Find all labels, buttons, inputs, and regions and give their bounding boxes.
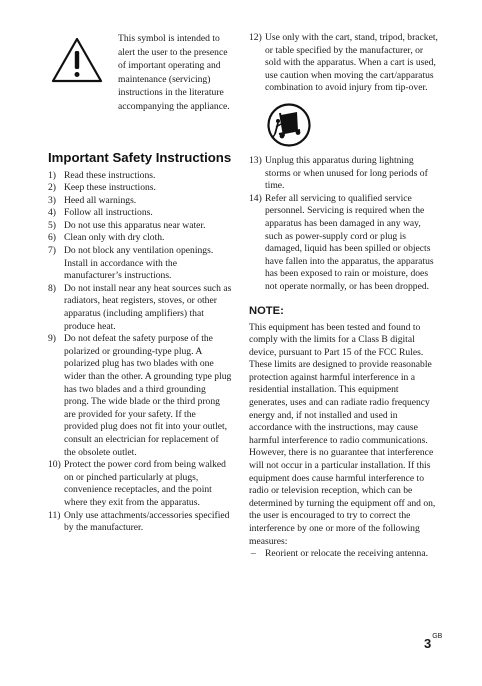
list-item-number: 9) — [48, 333, 56, 345]
list-item — [48, 195, 232, 208]
safety-instructions-list-continued — [249, 32, 439, 95]
list-item — [48, 170, 232, 183]
list-item-number: 2) — [48, 182, 56, 194]
list-item-text: Read these instructions. — [64, 169, 156, 181]
safety-instructions-list-end — [249, 155, 439, 294]
list-item — [48, 207, 232, 220]
list-item-number: 14) — [249, 192, 262, 204]
list-item — [48, 283, 232, 333]
list-item-number: 11) — [48, 509, 61, 521]
warning-notice — [48, 32, 232, 142]
fcc-note-text: This equipment has been tested and found to comply with the limits for a Class B digital device, pursuant to Part 15 of the FCC Rules. These limits are designed to provide reasonable protection against harmful interference in a residential installation. This equipment generates, uses and can radiate radio frequency energy and, if not installed and used in accordance with the instructions, may cause harmful interference to radio communications. However, there is no guarantee that interference will not occur in a particular installation. If this equipment does cause harmful interference to radio or television reception, which can be determined by turning the equipment off and on, the user is encouraged to try to correct the interference by one or more of the following measures: — [249, 321, 436, 547]
note-bullet-item — [249, 548, 439, 561]
list-item — [48, 232, 232, 245]
list-item-text: Refer all servicing to qualified service personnel. Servicing is required when the apparatus has been damaged in any way, such as power-supply cord or plug is damaged, liquid has been spilled or objects have fallen into the apparatus, the apparatus has been exposed to rain or moisture, does not operate normally, or has been dropped. — [265, 192, 434, 292]
list-item-text: Clean only with dry cloth. — [64, 232, 165, 244]
list-item — [48, 220, 232, 233]
section-heading-important-safety: Important Safety Instructions — [48, 150, 232, 165]
list-item — [48, 459, 232, 509]
list-item-text: Only use attachments/accessories specified by the manufacturer. — [64, 509, 230, 534]
list-item-text: Do not install near any heat sources such as radiators, heat registers, stoves, or other apparatus (including amplifiers) that produce heat. — [64, 282, 232, 332]
list-item-number: 3) — [48, 194, 56, 206]
list-item-number: 12) — [249, 32, 262, 43]
list-item-text: Do not block any ventilation openings. Install in accordance with the manufacturer’s instructions. — [64, 245, 214, 282]
list-item — [48, 333, 232, 459]
list-item-number: 13) — [249, 154, 262, 166]
list-item-number: 8) — [48, 282, 56, 294]
list-item-text: Follow all instructions. — [64, 207, 153, 219]
list-item-number: 1) — [48, 169, 56, 181]
list-item — [249, 193, 439, 294]
note-bullet-list — [249, 548, 439, 561]
list-item — [48, 182, 232, 195]
warning-text: This symbol is intended to alert the user to the presence of important operating and maintenance (servicing) instructions in the literature accompanying the appliance. — [118, 33, 230, 112]
list-item — [249, 32, 439, 95]
list-item-number: 4) — [48, 207, 56, 219]
list-item-text: Protect the power cord from being walked on or pinched particularly at plugs, convenience receptacles, and the point where they exit from the apparatus. — [64, 459, 226, 508]
cart-tip-over-icon — [267, 103, 311, 147]
list-item-number: 5) — [48, 219, 56, 231]
dash-marker: – — [251, 548, 256, 560]
list-item-text: Use only with the cart, stand, tripod, bracket, or table specified by the manufacturer, or sold with the apparatus. When a cart is used, use caution when moving the cart/apparatus combination to avoid injury from tip-over. — [265, 32, 438, 94]
safety-instructions-list — [48, 170, 232, 535]
list-item — [48, 510, 232, 535]
left-column — [48, 32, 232, 535]
list-item — [249, 155, 439, 193]
list-item — [48, 245, 232, 283]
list-item-text: Keep these instructions. — [64, 182, 156, 194]
list-item-text: Heed all warnings. — [64, 194, 137, 206]
list-item-text: Unplug this apparatus during lightning storms or when unused for long periods of time. — [265, 154, 428, 192]
list-item-number: 7) — [48, 245, 56, 257]
note-bullet-text: Reorient or relocate the receiving antenna. — [265, 548, 429, 560]
list-item-number: 10) — [48, 459, 61, 471]
warning-triangle-icon — [50, 36, 104, 84]
page-number-suffix: GB — [432, 632, 443, 640]
list-item-text: Do not defeat the safety purpose of the polarized or grounding-type plug. A polarized plug has two blades with one wider than the other. A grounding type plug has two blades and a third grounding prong. The wide blade or the third prong are provided for your safety. If the provided plug does not fit into your outlet, consult an electrician for replacement of the obsolete outlet. — [64, 333, 232, 458]
right-column — [249, 32, 439, 561]
page-number — [424, 632, 443, 651]
list-item-number: 6) — [48, 232, 56, 244]
page-number-value: 3 — [424, 636, 432, 651]
list-item-text: Do not use this apparatus near water. — [64, 219, 206, 231]
note-heading: NOTE: — [249, 304, 284, 317]
